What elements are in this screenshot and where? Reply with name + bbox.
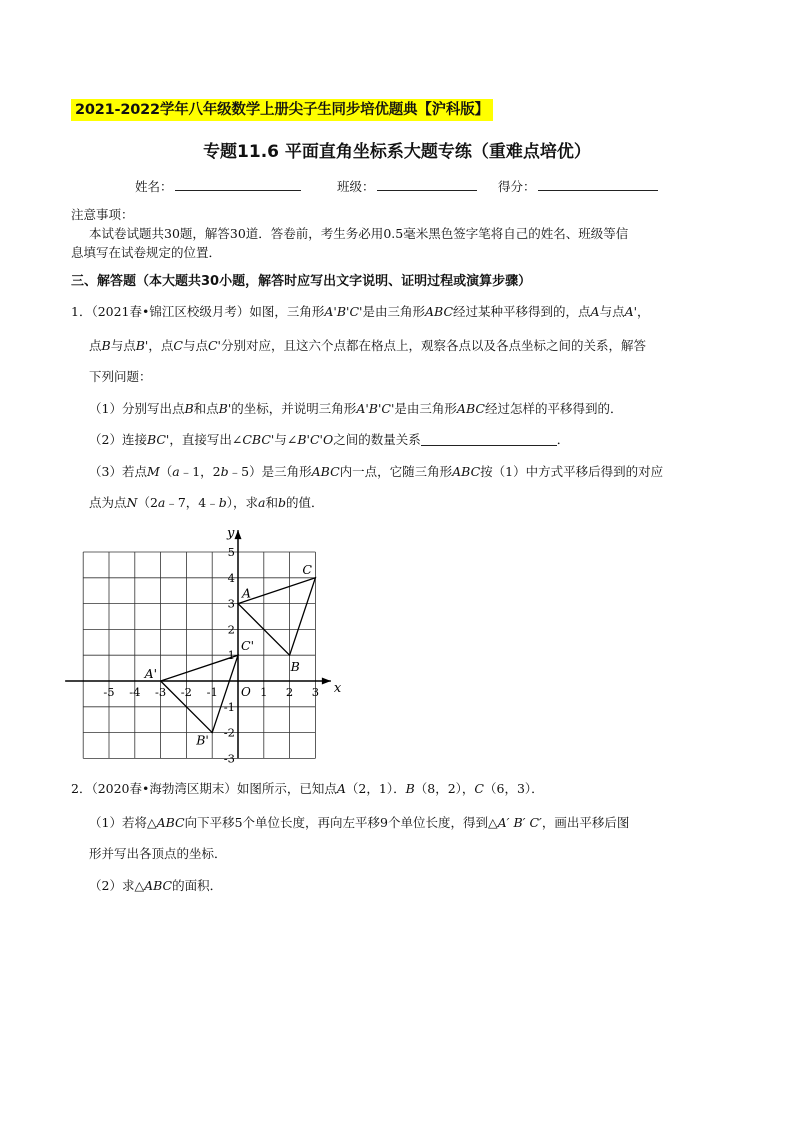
q1-line-2: 点B与点B'，点C与点C'分别对应，且这六个点都在格点上，观察各点以及各点坐标之间的关系，解答	[89, 338, 646, 353]
y-tick-label: -1	[223, 699, 235, 714]
q1-line-3: 下列问题：	[89, 369, 152, 384]
y-tick-label: 5	[227, 545, 235, 559]
x-tick-label: 2	[285, 685, 294, 699]
q1-part-2: （2）连接BC'，直接写出∠CBC'与∠B'C'O之间的数量关系 ．	[89, 432, 570, 447]
x-tick-label: -3	[154, 685, 167, 699]
q1-line-1: 1．（2021春•锦江区校级月考）如图，三角形A'B'C'是由三角形ABC经过某种平移得到的，点A与点A'，	[71, 304, 650, 319]
x-tick-label: -2	[180, 685, 193, 699]
y-tick-label: 4	[227, 570, 235, 585]
x-tick-label: -1	[206, 685, 218, 699]
y-tick-label: 3	[227, 596, 235, 611]
x-tick-label: -4	[129, 685, 141, 699]
triangle-ApBpCp	[161, 655, 238, 732]
y-tick-label: 1	[227, 648, 235, 663]
point-label-B-prime: B'	[196, 732, 209, 748]
point-label-A-prime: A'	[144, 666, 158, 681]
q2-line-1: 2．（2020春•海勃湾区期末）如图所示，已知点A（2，1）．B（8，2），C（6，3）．	[71, 781, 544, 796]
notes-line-1: 本试卷试题共30题，解答30道．答卷前，考生务必用0.5毫米黑色签字笔将自己的姓名、班级等信	[89, 226, 629, 241]
x-axis-label: x	[333, 681, 342, 696]
page-title: 专题11.6 平面直角坐标系大题专练（重难点培优）	[203, 142, 591, 162]
y-tick-label: 2	[227, 622, 235, 637]
q1-part-3-cont: 点为点N（2a﹣7，4﹣b），求a和b的值．	[89, 495, 324, 510]
point-label-C-prime: C'	[241, 638, 255, 654]
class-label: 班级：	[337, 179, 375, 194]
section-title: 三、解答题（本大题共30小题，解答时应写出文字说明、证明过程或演算步骤）	[71, 274, 532, 289]
y-tick-label: -2	[223, 725, 235, 740]
point-label-B: B	[290, 659, 300, 675]
grid	[83, 552, 315, 758]
score-label: 得分：	[498, 179, 536, 194]
q2-part-1-cont: 形并写出各顶点的坐标．	[89, 846, 227, 861]
x-tick-label: 3	[311, 685, 320, 699]
q2-part-1: （1）若将△ABC向下平移5个单位长度，再向左平移9个单位长度，得到△A′ B′ C′，画出平移后图	[89, 815, 630, 830]
x-axis-arrow	[322, 678, 331, 685]
notes-heading: 注意事项：	[71, 207, 134, 222]
x-tick-label: 1	[260, 685, 268, 699]
y-axis-label: y	[227, 526, 235, 542]
origin-label: O	[241, 685, 251, 699]
series-banner: 2021-2022学年八年级数学上册尖子生同步培优题典【沪科版】	[71, 99, 493, 121]
q1-part-3: （3）若点M（a﹣1，2b﹣5）是三角形ABC内一点，它随三角形ABC按（1）中方式平移后得到的对应	[89, 464, 664, 479]
name-label: 姓名：	[135, 179, 173, 194]
y-axis-arrow	[235, 530, 242, 539]
q2-part-2: （2）求△ABC的面积．	[89, 878, 223, 893]
notes-line-2: 息填写在试卷规定的位置．	[71, 245, 222, 260]
q1-part-1: （1）分别写出点B和点B'的坐标，并说明三角形A'B'C'是由三角形ABC经过怎样的平移得到的．	[89, 401, 623, 416]
point-label-A: A	[242, 585, 252, 601]
point-label-C: C	[302, 561, 312, 577]
y-tick-label: -3	[223, 751, 235, 766]
x-tick-label: -5	[103, 685, 115, 699]
